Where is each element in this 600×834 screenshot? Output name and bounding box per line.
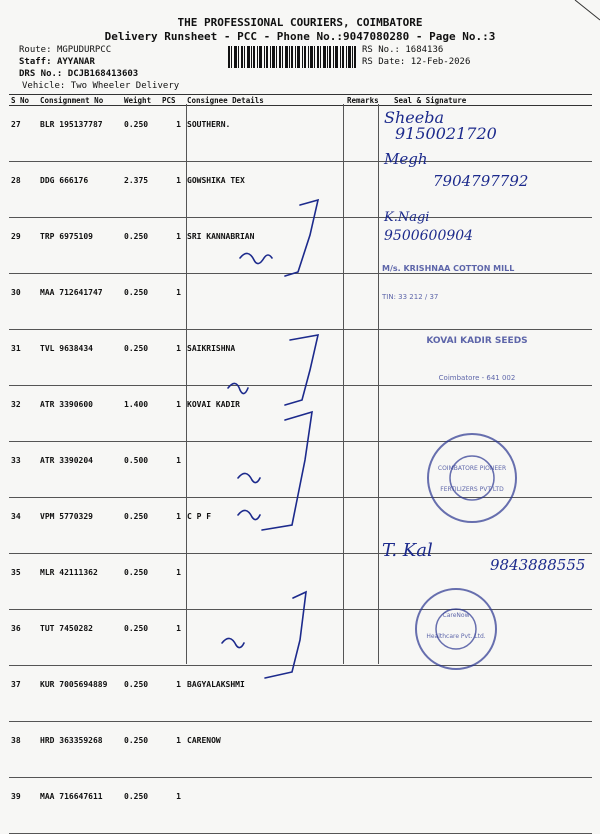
- row-weight: 0.250: [122, 554, 160, 610]
- rs-date-value: 12-Feb-2026: [410, 57, 471, 67]
- row-pcs: 1: [160, 554, 185, 610]
- drs-value: DCJB168413603: [67, 69, 139, 79]
- row-weight: 0.250: [122, 330, 160, 386]
- stamp-row31-line1: M/s. KRISHNAA COTTON MILL: [382, 264, 515, 273]
- row-sno: 39: [9, 778, 38, 834]
- col-seal-header: Seal & Signature: [380, 95, 592, 106]
- row-sno: 32: [9, 386, 38, 442]
- staff-label: Staff:: [19, 57, 52, 67]
- row-consignment-no: MAA 716647611: [38, 778, 122, 834]
- row-sno: 34: [9, 498, 38, 554]
- vehicle-value: Two Wheeler Delivery: [70, 81, 180, 91]
- sig-row27-phone: 9150021720: [395, 124, 497, 143]
- col-sno-header: S No: [9, 95, 38, 106]
- stamp-row31: [382, 264, 582, 301]
- col-pcs-header: PCS: [160, 95, 185, 106]
- sig-row30-name: K.Nagi: [384, 210, 430, 225]
- stamp-row38: [412, 612, 500, 640]
- row-weight: 0.250: [122, 498, 160, 554]
- col-remarks-header: Remarks: [347, 95, 379, 105]
- row-sno: 35: [9, 554, 38, 610]
- tick-row39: [222, 638, 244, 647]
- row-consignee: SAIKRISHNA: [185, 330, 345, 386]
- staff-value: AYYANAR: [56, 57, 95, 67]
- row-pcs: 1: [160, 666, 185, 722]
- row-weight: 0.250: [122, 274, 160, 330]
- row-consignee: SOUTHERN.: [185, 106, 345, 162]
- route-label: Route:: [19, 45, 52, 55]
- row-weight: 2.375: [122, 162, 160, 218]
- stamp-row38-line2: Healthcare Pvt. Ltd.: [426, 633, 486, 640]
- route-value: MGPUDURPCC: [56, 45, 112, 55]
- sig-row30-phone: 9500600904: [384, 228, 474, 244]
- row-consignee: KOVAI KADIR: [185, 386, 345, 442]
- row-pcs: 1: [160, 218, 185, 274]
- row-pcs: 1: [160, 274, 185, 330]
- company-title: THE PROFESSIONAL COURIERS, COIMBATORE: [177, 16, 423, 29]
- sig-row27-name: Sheeba: [384, 108, 444, 127]
- rs-date-label: RS Date:: [362, 57, 406, 67]
- row-weight: 0.250: [122, 778, 160, 834]
- stamp-row31-line2: TIN: 33 212 / 37: [382, 293, 439, 301]
- row-pcs: 1: [160, 722, 185, 778]
- row-weight: 0.500: [122, 442, 160, 498]
- rs-no-value: 1684136: [405, 45, 444, 55]
- row-consignment-no: HRD 363359268: [38, 722, 122, 778]
- row-weight: 0.250: [122, 666, 160, 722]
- tick-row30: [240, 253, 272, 263]
- row-consignment-no: BLR 195137787: [38, 106, 122, 162]
- row-consignment-no: DDG 666176: [38, 162, 122, 218]
- col-weight-header: Weight: [122, 95, 160, 106]
- stamp-row32-line2: Coimbatore - 641 002: [438, 374, 516, 382]
- row-consignee: CARENOW: [185, 722, 345, 778]
- row-consignment-no: MLR 42111362: [38, 554, 122, 610]
- drs-label: DRS No.:: [19, 69, 63, 79]
- sig-row37-name: T. Kal: [382, 540, 433, 561]
- row-consignee: GOWSHIKA TEX: [185, 162, 345, 218]
- stamp-row35-line2: FERTILIZERS PVT LTD: [440, 486, 504, 493]
- bracket-rows38-39: [265, 592, 306, 678]
- row-consignment-no: VPM 5770329: [38, 498, 122, 554]
- row-sno: 28: [9, 162, 38, 218]
- sig-row28-phone: 7904797792: [433, 172, 529, 190]
- tick-row35: [238, 473, 260, 482]
- row-pcs: 1: [160, 106, 185, 162]
- row-weight: 0.250: [122, 218, 160, 274]
- row-weight: 0.250: [122, 722, 160, 778]
- stamp-row32-line1: KOVAI KADIR SEEDS: [426, 336, 528, 346]
- row-sno: 29: [9, 218, 38, 274]
- row-pcs: 1: [160, 442, 185, 498]
- col-consignment-header: Consignment No: [38, 95, 122, 106]
- vehicle-label: Vehicle:: [22, 81, 66, 91]
- row-consignment-no: ATR 3390204: [38, 442, 122, 498]
- row-pcs: 1: [160, 386, 185, 442]
- bracket-rows32-33: [285, 335, 318, 405]
- row-weight: 0.250: [122, 610, 160, 666]
- bracket-rows34-36: [262, 412, 312, 530]
- row-consignment-no: MAA 712641747: [38, 274, 122, 330]
- row-pcs: 1: [160, 330, 185, 386]
- col-consignee-header: Consignee Details: [185, 95, 345, 106]
- row-consignment-no: TRP 6975109: [38, 218, 122, 274]
- stamp-row32: [392, 336, 562, 382]
- row-sno: 36: [9, 610, 38, 666]
- row-sno: 30: [9, 274, 38, 330]
- bracket-rows29-30: [285, 200, 318, 276]
- row-pcs: 1: [160, 778, 185, 834]
- row-sno: 31: [9, 330, 38, 386]
- stamp-row35: [424, 465, 520, 493]
- row-sno: 33: [9, 442, 38, 498]
- row-consignment-no: ATR 3390600: [38, 386, 122, 442]
- row-consignment-no: TVL 9638434: [38, 330, 122, 386]
- stamp-row38-line1: CareNow: [442, 612, 470, 619]
- row-weight: 1.400: [122, 386, 160, 442]
- runsheet-subtitle: Delivery Runsheet - PCC - Phone No.:9047080280 - Page No.:3: [104, 30, 496, 43]
- row-pcs: 1: [160, 498, 185, 554]
- row-sno: 38: [9, 722, 38, 778]
- row-pcs: 1: [160, 610, 185, 666]
- stamp-row35-line1: COIMBATORE PIONEER: [437, 465, 507, 472]
- sig-row28-name: Megh: [384, 150, 428, 168]
- rs-no-label: RS No.:: [362, 45, 400, 55]
- row-consignment-no: KUR 7005694889: [38, 666, 122, 722]
- tick-row36: [238, 510, 260, 519]
- tick-row33: [228, 383, 248, 393]
- row-weight: 0.250: [122, 106, 160, 162]
- sig-row37-phone: 9843888555: [490, 556, 586, 574]
- row-sno: 27: [9, 106, 38, 162]
- row-consignment-no: TUT 7450282: [38, 610, 122, 666]
- row-pcs: 1: [160, 162, 185, 218]
- row-consignee: SRI KANNABRIAN: [185, 218, 345, 274]
- row-consignee: BAGYALAKSHMI: [185, 666, 345, 722]
- row-sno: 37: [9, 666, 38, 722]
- row-consignee: C P F: [185, 498, 345, 554]
